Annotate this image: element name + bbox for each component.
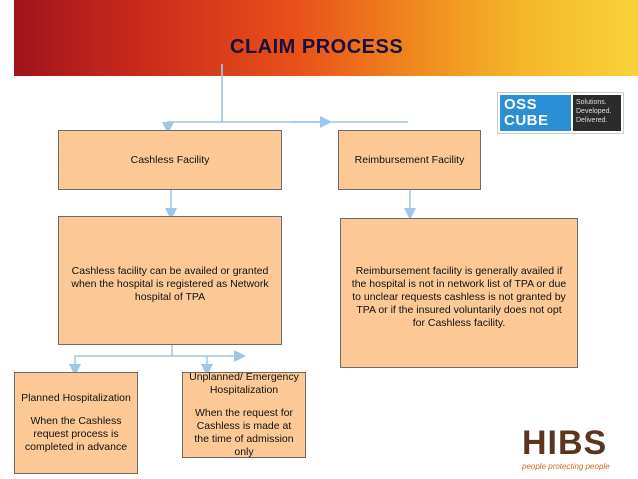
node-cashless-facility bbox=[58, 130, 282, 190]
connector-title-to-reimbursement bbox=[222, 64, 408, 122]
hibs-logo bbox=[522, 426, 626, 474]
connector-desc-to-planned bbox=[75, 345, 172, 370]
node-title: Unplanned/ Emergency Hospitalization bbox=[189, 371, 299, 396]
ossc-logo-top: OSS bbox=[504, 96, 538, 113]
ossc-logo bbox=[497, 92, 624, 134]
hibs-logo-name: HIBS bbox=[522, 424, 608, 462]
hibs-logo-tagline: people protecting people bbox=[522, 462, 610, 471]
ossc-logo-bottom: CUBE bbox=[504, 112, 549, 129]
node-label: Cashless Facility bbox=[130, 153, 210, 166]
connector-desc-to-unplanned bbox=[172, 356, 207, 370]
ossc-tagline: Solutions. Developed. Delivered. bbox=[573, 95, 621, 131]
node-text: When the Cashless request process is completed in advance bbox=[24, 415, 128, 453]
connector-title-to-cashless bbox=[168, 64, 222, 128]
node-reimbursement-facility bbox=[338, 130, 481, 190]
node-planned-hospitalization bbox=[14, 372, 138, 474]
node-label: Reimbursement Facility bbox=[354, 153, 465, 166]
node-reimbursement-description bbox=[340, 218, 578, 368]
node-cashless-description bbox=[58, 216, 282, 345]
page-title: CLAIM PROCESS bbox=[230, 36, 404, 58]
node-unplanned-hospitalization bbox=[182, 372, 306, 458]
node-title: Planned Hospitalization bbox=[21, 392, 131, 404]
node-text: Cashless facility can be availed or granted when the hospital is registered as Network hospital of TPA bbox=[71, 265, 269, 303]
ossc-logo-mark bbox=[500, 95, 571, 131]
node-text: Reimbursement facility is generally availed if the hospital is not in network list of TPA or due to unclear requests cashless is not granted by TPA or if the insured voluntarily does not opt for Cashless facility. bbox=[351, 265, 567, 329]
node-text: When the request for Cashless is made at the time of admission only bbox=[194, 407, 294, 458]
